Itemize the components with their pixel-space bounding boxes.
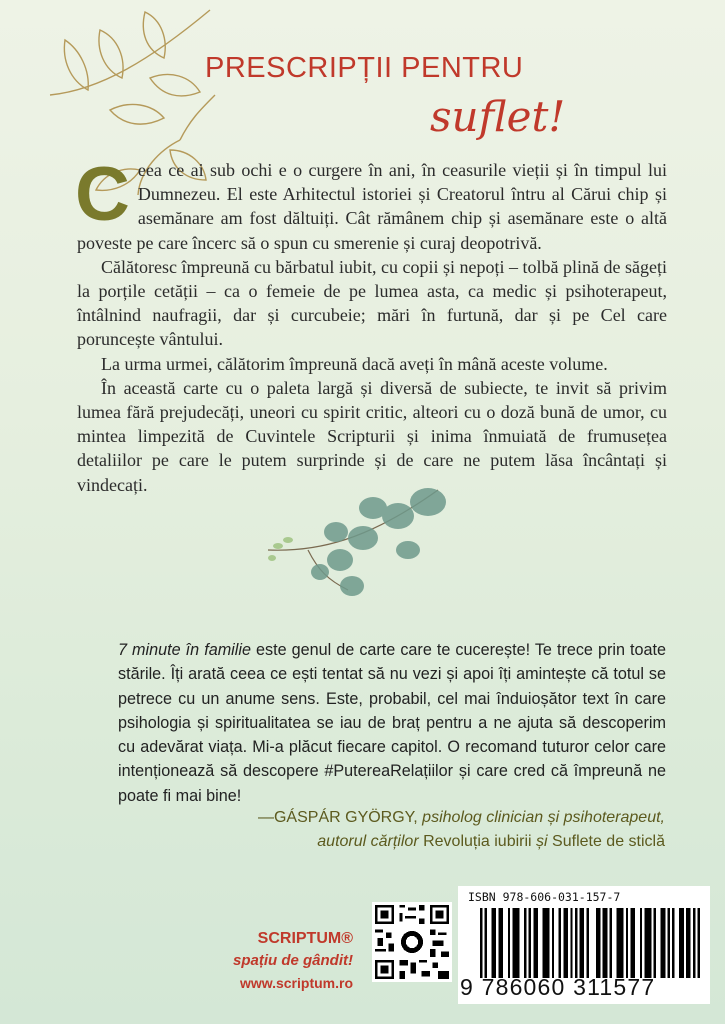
quote-book-title: 7 minute în familie [118, 641, 251, 659]
paragraph-1 [75, 152, 667, 255]
eucalyptus-sprig-icon [248, 480, 448, 610]
paragraph-3: La urma urmei, călătorim împreună dacă aveți în mână aceste volume. [101, 353, 608, 374]
qr-code-icon [372, 902, 452, 982]
attribution-book1: Revoluția iubirii [423, 833, 532, 850]
publisher-name: SCRIPTUM® [257, 930, 353, 947]
book-title-line1: PRESCRIPȚII PENTRU [205, 52, 524, 84]
book-title-line2: suflet! [430, 92, 566, 141]
endorsement-quote [118, 638, 666, 808]
ean-number: 9 786060 311577 [460, 974, 656, 1000]
dropcap: C [75, 152, 130, 237]
attribution-author: —GÁSPÁR GYÖRGY, [257, 809, 418, 826]
attribution-and: și [531, 833, 553, 850]
back-cover-text [75, 152, 667, 497]
attribution-role: psiholog clinician și psihoterapeut, [417, 809, 665, 826]
paragraph-1-text: eea ce ai sub ochi e o curgere în ani, în ceasurile vieții și în timpul lui Dumnezeu. El este Arhitectul istoriei și Creatorul întru al Cărui chip și asemănare am fost dăltuiți. Cât rămânem chip și asemănare este o altă poveste pe care încerc să o spun cu smerenie și curaj deopotrivă. [77, 160, 667, 253]
quote-text: este genul de carte care te cucerește! Te trece prin toate stările. Îți arată ceea ce ești tentat să nu vezi și apoi îți amintește că totul se petrece cu un anume sens. Este, probabil, cel mai înduioșător text în care psihologia și spiritualitatea se iau de braț pentru a ne ajuta să descoperim cu adevărat viața. Mi-a plăcut fiecare capitol. O recomand tuturor celor care intenționează să descopere #PutereaRelațiilor și care cred că împreună ne poate fi mai bine! [118, 641, 666, 805]
paragraph-2: Călătoresc împreună cu bărbatul iubit, cu copii și nepoți – tolbă plină de săgeți la porțile cetății – ca o femeie de pe lumea asta, ca medic și psihoterapeut, întâlnind naufragii, dar și curcubeie; mări în furtună, dar și pe Cel care poruncește vântului. [77, 256, 667, 350]
barcode-block [458, 886, 710, 1004]
isbn-text: ISBN 978-606-031-157-7 [468, 890, 621, 904]
attribution-book2: Suflete de sticlă [552, 833, 665, 850]
attribution-books-prefix: autorul cărților [317, 833, 424, 850]
publisher-block [233, 930, 353, 991]
publisher-tagline: spațiu de gândit! [233, 952, 353, 969]
paragraph-4: În această carte cu o paleta largă și diversă de subiecte, te invit să privim lumea fără prejudecăți, uneori cu spirit critic, alteori cu o doză bună de umor, cu mintea limpezită de Cuvintele Scripturii și inima înmuiată de frumusețea detaliilor pe care le putem surprinde și de care ne putem lăsa încântați și vindecați. [77, 377, 667, 495]
barcode-bars [480, 908, 700, 978]
quote-attribution [258, 806, 665, 854]
publisher-url: www.scriptum.ro [239, 975, 353, 991]
